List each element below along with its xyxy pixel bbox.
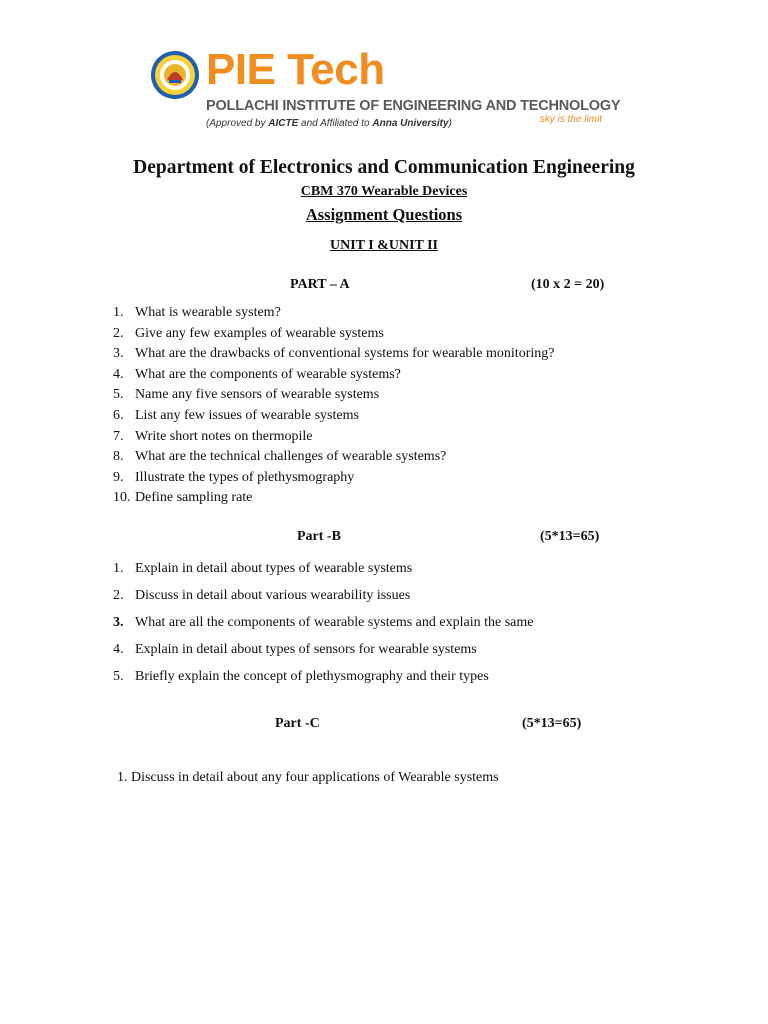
course-title: CBM 370 Wearable Devices bbox=[300, 184, 468, 199]
list-item: 2. Discuss in detail about various wearability issues bbox=[113, 588, 411, 603]
list-item: 2. Give any few examples of wearable systems bbox=[113, 325, 384, 341]
list-item: 4. What are the components of wearable systems? bbox=[113, 366, 401, 382]
brand-name: PIE Tech bbox=[206, 45, 385, 94]
list-item: 8. What are the technical challenges of wearable systems? bbox=[113, 449, 447, 465]
part-a-marks: (10 x 2 = 20) bbox=[531, 277, 605, 292]
part-c-marks: (5*13=65) bbox=[522, 716, 582, 731]
assignment-title: Assignment Questions bbox=[305, 205, 463, 224]
part-b-heading: Part -B bbox=[297, 529, 341, 544]
list-item: 3. What are all the components of wearable systems and explain the same bbox=[113, 615, 534, 630]
list-item: 7. Write short notes on thermopile bbox=[113, 428, 313, 444]
list-item: 1. Discuss in detail about any four applications of Wearable systems bbox=[117, 770, 499, 785]
part-c-question-list bbox=[117, 768, 499, 788]
list-item: 4. Explain in detail about types of sensors for wearable systems bbox=[113, 642, 477, 657]
list-item: 1. What is wearable system? bbox=[113, 305, 281, 320]
list-item: 9. Illustrate the types of plethysmography bbox=[113, 469, 355, 485]
list-item: 1. Explain in detail about types of wearable systems bbox=[113, 561, 413, 576]
list-item: 5. Briefly explain the concept of plethysmography and their types bbox=[113, 669, 489, 684]
part-b-question-list bbox=[113, 555, 533, 690]
list-item: 5. Name any five sensors of wearable systems bbox=[113, 387, 380, 403]
list-item: 10. Define sampling rate bbox=[113, 490, 253, 506]
part-a-question-list bbox=[113, 303, 554, 509]
approval-note: (Approved by AICTE and Affiliated to Anna University) bbox=[206, 118, 452, 129]
part-a-heading: PART – A bbox=[290, 277, 350, 292]
institute-logo-banner bbox=[146, 34, 646, 142]
department-title: Department of Electronics and Communication Engineering bbox=[133, 157, 635, 178]
part-b-marks: (5*13=65) bbox=[540, 529, 600, 544]
institute-name: POLLACHI INSTITUTE OF ENGINEERING AND TECHNOLOGY bbox=[206, 98, 621, 114]
units-title: UNIT I &UNIT II bbox=[329, 238, 438, 253]
college-seal-icon bbox=[150, 50, 200, 100]
tagline: sky is the limit bbox=[539, 114, 602, 125]
list-item: 3. What are the drawbacks of conventional systems for wearable monitoring? bbox=[113, 346, 555, 362]
list-item: 6. List any few issues of wearable systems bbox=[113, 407, 359, 423]
part-c-heading: Part -C bbox=[275, 716, 320, 731]
